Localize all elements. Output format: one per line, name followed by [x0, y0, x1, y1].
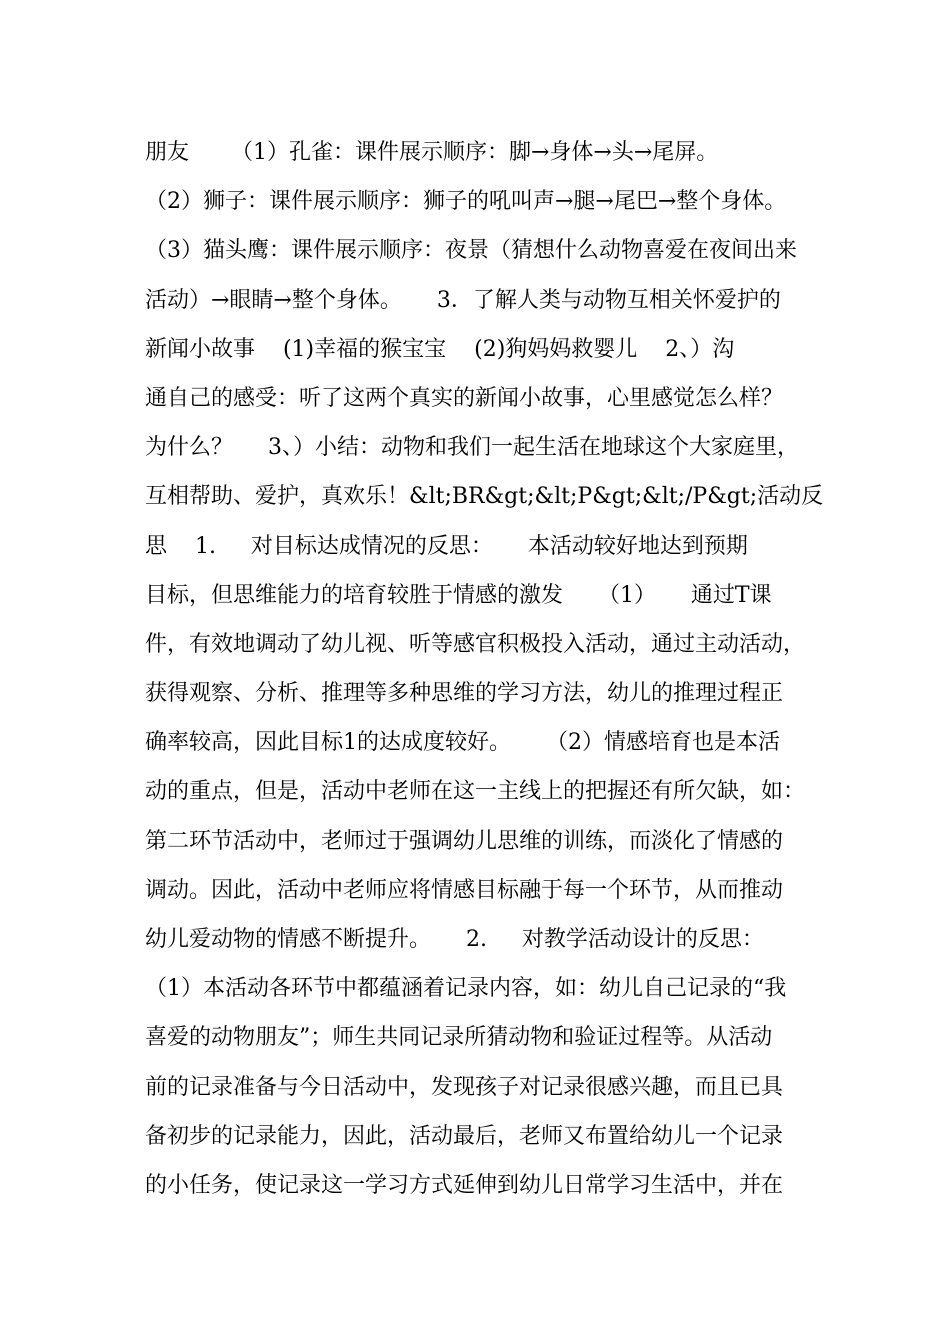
text-line-6: 通自己的感受：听了这两个真实的新闻小故事，心里感觉怎么样？ [145, 385, 784, 411]
text-line-3: （3）猫头鹰：课件展示顺序：夜景（猜想什么动物喜爱在夜间出来 [145, 238, 797, 264]
text-line-13: 确率较高，因此目标1的达成度较好。 （2）情感培育也是本活 [145, 730, 780, 756]
text-line-17: 幼儿爱动物的情感不断提升。 2. 对教学活动设计的反思： [145, 927, 764, 952]
text-line-9: 思 1. 对目标达成情况的反思： 本活动较好地达到预期 [145, 533, 748, 559]
text-line-8: 互相帮助、爱护，真欢乐！&lt;BR&gt;&lt;P&gt;&lt;/P&gt;活动反 [145, 484, 824, 510]
text-line-15: 第二环节活动中，老师过于强调幼儿思维的训练，而淡化了情感的 [145, 828, 784, 854]
text-line-1: 朋友 （1）孔雀：课件展示顺序：脚→身体→头→尾屏。 [145, 140, 719, 165]
text-line-20: 前的记录准备与今日活动中，发现孩子对记录很感兴趣，而且已具 [145, 1074, 784, 1100]
text-line-11: 件，有效地调动了幼儿视、听等感官积极投入活动，通过主动活动， [145, 631, 806, 657]
text-line-4: 活动）→眼睛→整个身体。 3．了解人类与动物互相关怀爱护的 [145, 287, 781, 313]
text-line-21: 备初步的记录能力，因此，活动最后，老师又布置给幼儿一个记录 [145, 1123, 784, 1149]
text-line-16: 调动。因此，活动中老师应将情感目标融于每一个环节，从而推动 [145, 877, 784, 903]
text-line-10: 目标，但思维能力的培育较胜于情感的激发 （1） 通过T课 [145, 582, 772, 608]
text-line-12: 获得观察、分析、推理等多种思维的学习方法，幼儿的推理过程正 [145, 681, 784, 707]
text-line-18: （1）本活动各环节中都蕴涵着记录内容，如：幼儿自己记录的“我 [145, 976, 787, 1002]
text-line-7: 为什么？ 3、）小结：动物和我们一起生活在地球这个大家庭里， [145, 435, 799, 461]
text-line-22: 的小任务，使记录这一学习方式延伸到幼儿日常学习生活中，并在 [145, 1172, 784, 1198]
text-line-5: 新闻小故事 (1)幸福的猴宝宝 (2)狗妈妈救婴儿 2、）沟 [145, 336, 735, 362]
text-line-19: 喜爱的动物朋友”；师生共同记录所猜动物和验证过程等。从活动 [145, 1025, 773, 1051]
text-line-2: （2）狮子：课件展示顺序：狮子的吼叫声→腿→尾巴→整个身体。 [145, 189, 787, 215]
document-body [145, 128, 835, 1210]
text-line-14: 动的重点，但是，活动中老师在这一主线上的把握还有所欠缺，如： [145, 779, 806, 805]
